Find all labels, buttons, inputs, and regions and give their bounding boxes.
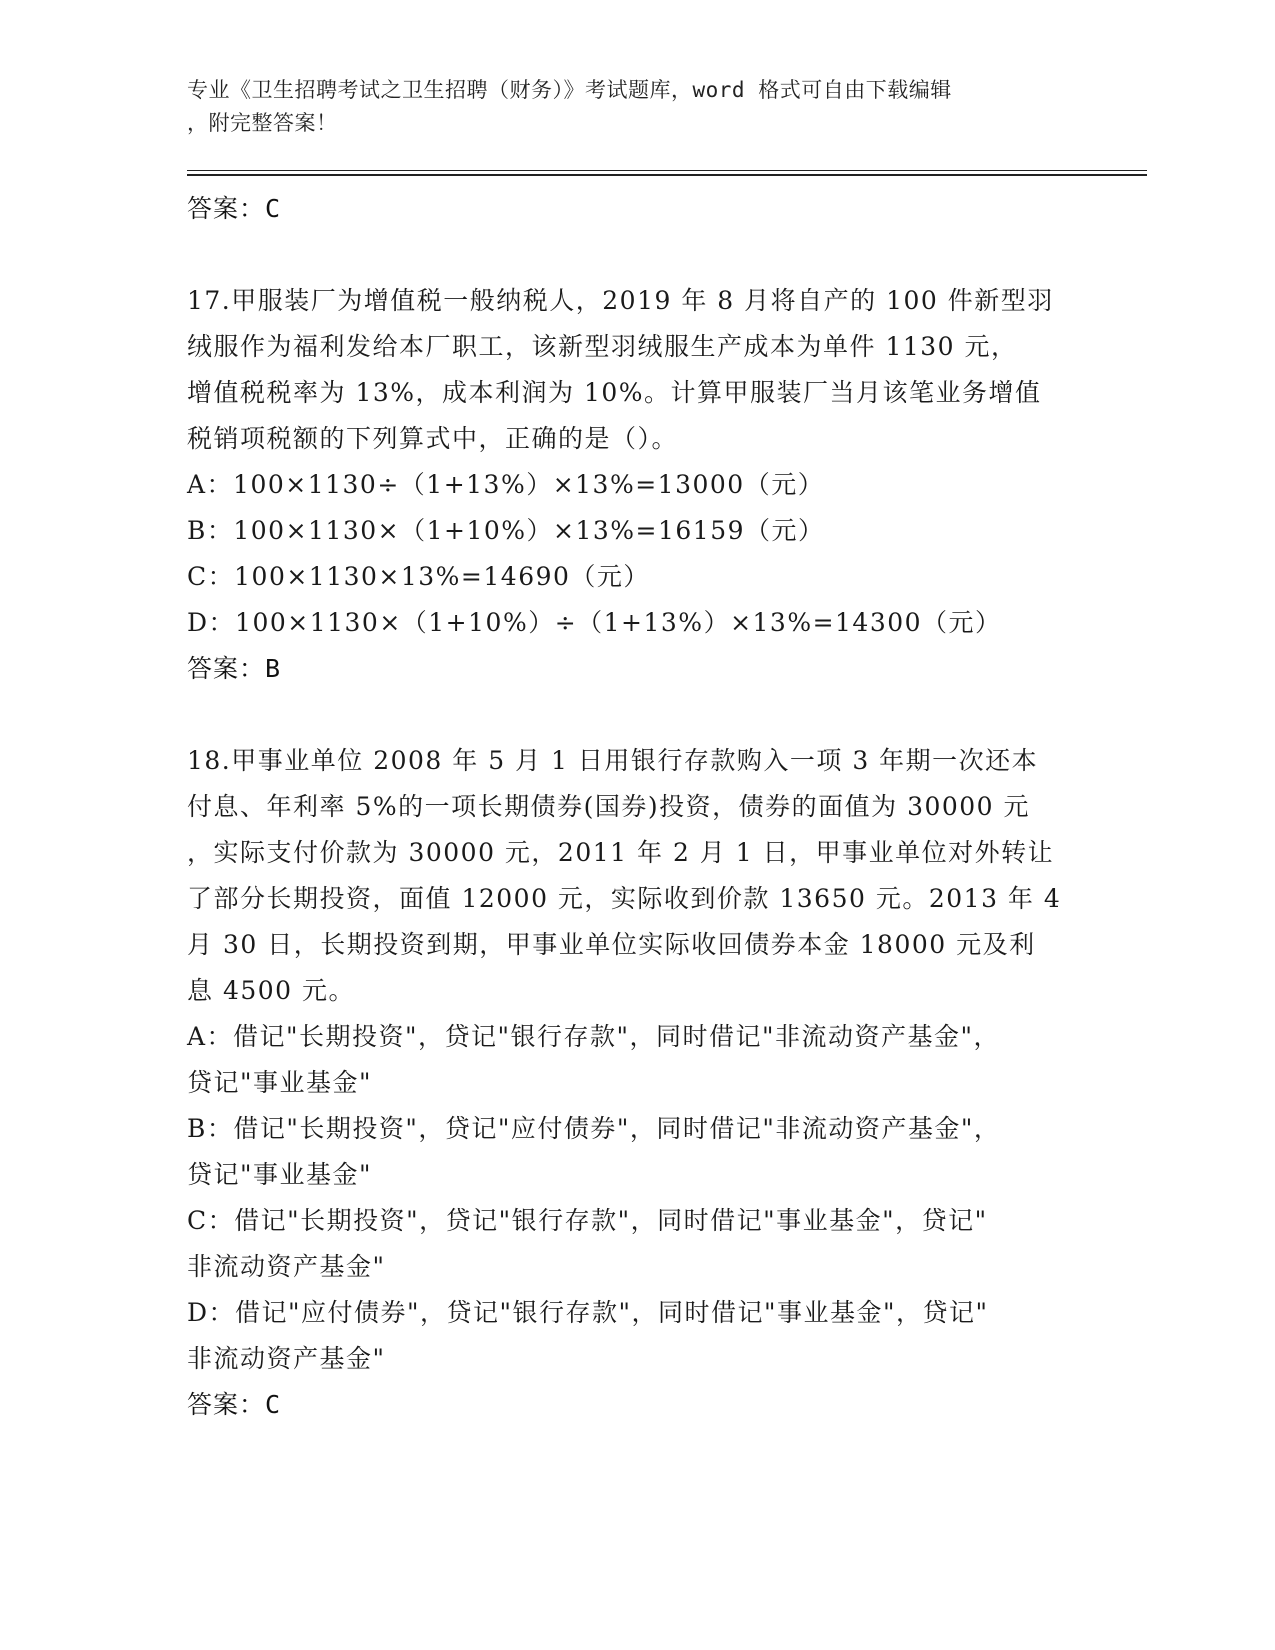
- question-17: [187, 278, 1087, 692]
- spacer: [187, 692, 1087, 738]
- document-content: [187, 186, 1087, 1428]
- document-header: [187, 74, 1077, 140]
- question-17-option-b: B：100×1130×（1+10%）×13%=16159（元）: [187, 516, 825, 545]
- question-18-answer: 答案：C: [187, 1390, 282, 1419]
- question-17-stem-line: 17.甲服装厂为增值税一般纳税人，2019 年 8 月将自产的 100 件新型羽: [187, 286, 1054, 315]
- question-18-stem-line: 息 4500 元。: [187, 976, 356, 1005]
- question-18-option-b: B：借记"长期投资"，贷记"应付债券"，同时借记"非流动资产基金"，: [187, 1114, 1001, 1143]
- question-17-stem-line: 税销项税额的下列算式中，正确的是（）。: [187, 424, 679, 453]
- header-rule-thin: [187, 170, 1147, 171]
- answer-previous: 答案：C: [187, 194, 282, 223]
- question-18: [187, 738, 1087, 1428]
- question-18-option-a-cont: 贷记"事业基金": [187, 1068, 372, 1097]
- question-18-option-b-cont: 贷记"事业基金": [187, 1160, 372, 1189]
- header-line-2: ，附完整答案！: [187, 111, 338, 135]
- question-18-option-c-cont: 非流动资产基金": [187, 1252, 386, 1281]
- question-18-option-d: D：借记"应付债券"，贷记"银行存款"，同时借记"事业基金"，贷记": [187, 1298, 989, 1327]
- question-17-option-a: A：100×1130÷（1+13%）×13%=13000（元）: [187, 470, 825, 499]
- question-17-option-c: C：100×1130×13%=14690（元）: [187, 562, 650, 591]
- question-17-stem-line: 绒服作为福利发给本厂职工，该新型羽绒服生产成本为单件 1130 元，: [187, 332, 1018, 361]
- question-17-stem-line: 增值税税率为 13%，成本利润为 10%。计算甲服装厂当月该笔业务增值: [187, 378, 1042, 407]
- question-18-stem-line: 18.甲事业单位 2008 年 5 月 1 日用银行存款购入一项 3 年期一次还本: [187, 746, 1039, 775]
- question-17-answer: 答案：B: [187, 654, 282, 683]
- header-rule-thick: [187, 174, 1147, 176]
- question-18-option-a: A：借记"长期投资"，贷记"银行存款"，同时借记"非流动资产基金"，: [187, 1022, 1001, 1051]
- header-line-1: 专业《卫生招聘考试之卫生招聘（财务）》考试题库，word 格式可自由下载编辑: [187, 78, 952, 102]
- question-18-stem-line: 了部分长期投资，面值 12000 元，实际收到价款 13650 元。2013 年 4: [187, 884, 1062, 913]
- question-18-stem-line: ，实际支付价款为 30000 元，2011 年 2 月 1 日，甲事业单位对外转让: [187, 838, 1055, 867]
- question-18-stem-line: 付息、年利率 5%的一项长期债券(国券)投资，债券的面值为 30000 元: [187, 792, 1031, 821]
- question-18-stem-line: 月 30 日，长期投资到期，甲事业单位实际收回债券本金 18000 元及利: [187, 930, 1036, 959]
- question-18-option-d-cont: 非流动资产基金": [187, 1344, 386, 1373]
- question-18-option-c: C：借记"长期投资"，贷记"银行存款"，同时借记"事业基金"，贷记": [187, 1206, 988, 1235]
- question-17-option-d: D：100×1130×（1+10%）÷（1+13%）×13%=14300（元）: [187, 608, 1002, 637]
- spacer: [187, 232, 1087, 278]
